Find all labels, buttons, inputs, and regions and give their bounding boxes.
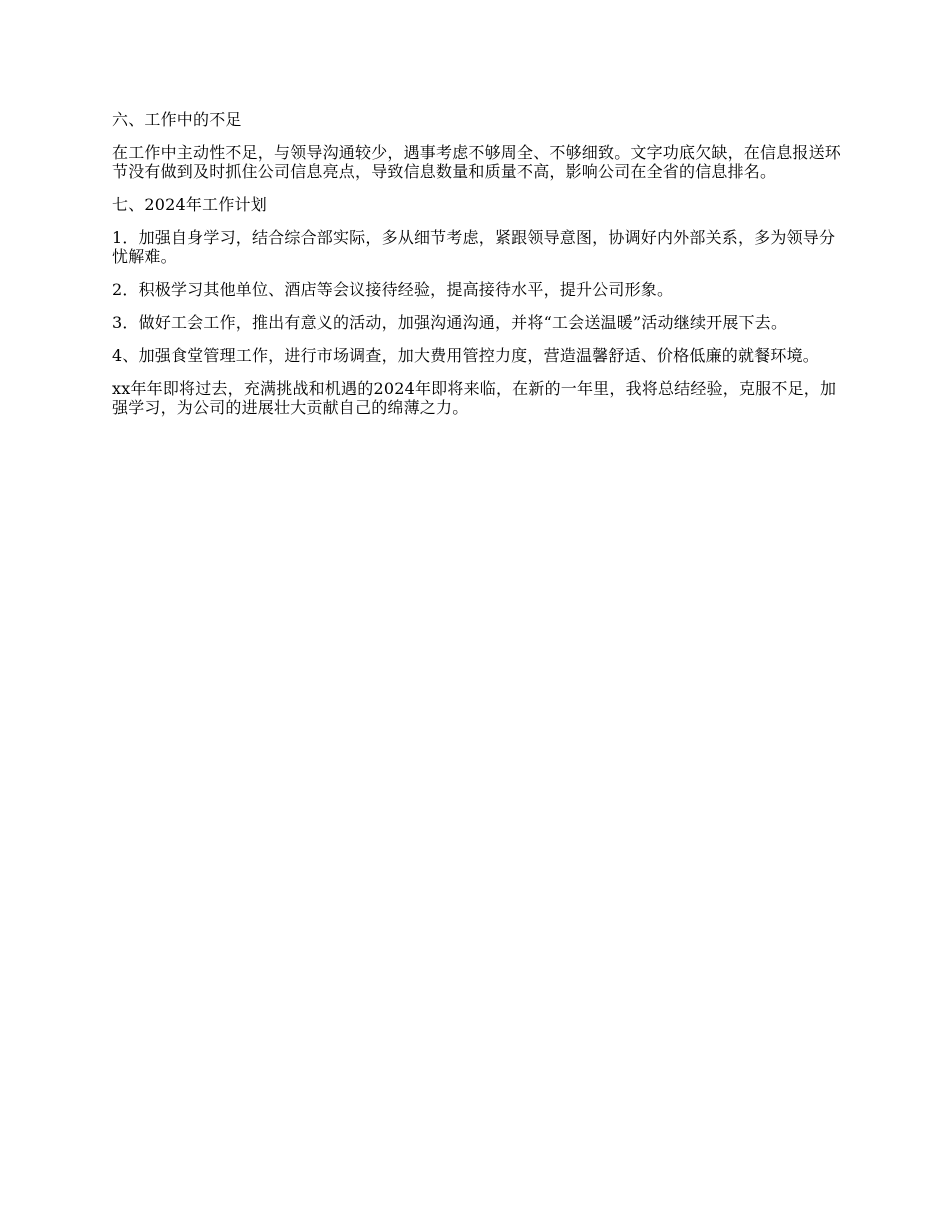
plan-item-3: 3．做好工会工作，推出有意义的活动，加强沟通沟通，并将“工会送温暖”活动继续开展下去。 <box>112 313 788 332</box>
plan-item-2: 2．积极学习其他单位、酒店等会议接待经验，提高接待水平，提升公司形象。 <box>112 280 674 299</box>
closing-paragraph: xx年年即将过去，充满挑战和机遇的2024年即将来临，在新的一年里，我将总结经验，克服不足，加强学习，为公司的进展壮大贡献自己的绵薄之力。 <box>112 379 837 417</box>
plan-item-4: 4、加强食堂管理工作，进行市场调查，加大费用管控力度，营造温馨舒适、价格低廉的就餐环境。 <box>112 346 819 365</box>
section-six-paragraph: 在工作中主动性不足，与领导沟通较少，遇事考虑不够周全、不够细致。文字功底欠缺，在信息报送环节没有做到及时抓住公司信息亮点，导致信息数量和质量不高，影响公司在全省的信息排名。 <box>112 143 842 181</box>
section-seven-heading: 七、2024年工作计划 <box>112 195 267 214</box>
plan-item-1: 1．加强自身学习，结合综合部实际，多从细节考虑，紧跟领导意图，协调好内外部关系，多为领导分忧解难。 <box>112 228 836 266</box>
section-six-heading: 六、工作中的不足 <box>112 110 242 129</box>
document-page <box>112 110 842 431</box>
